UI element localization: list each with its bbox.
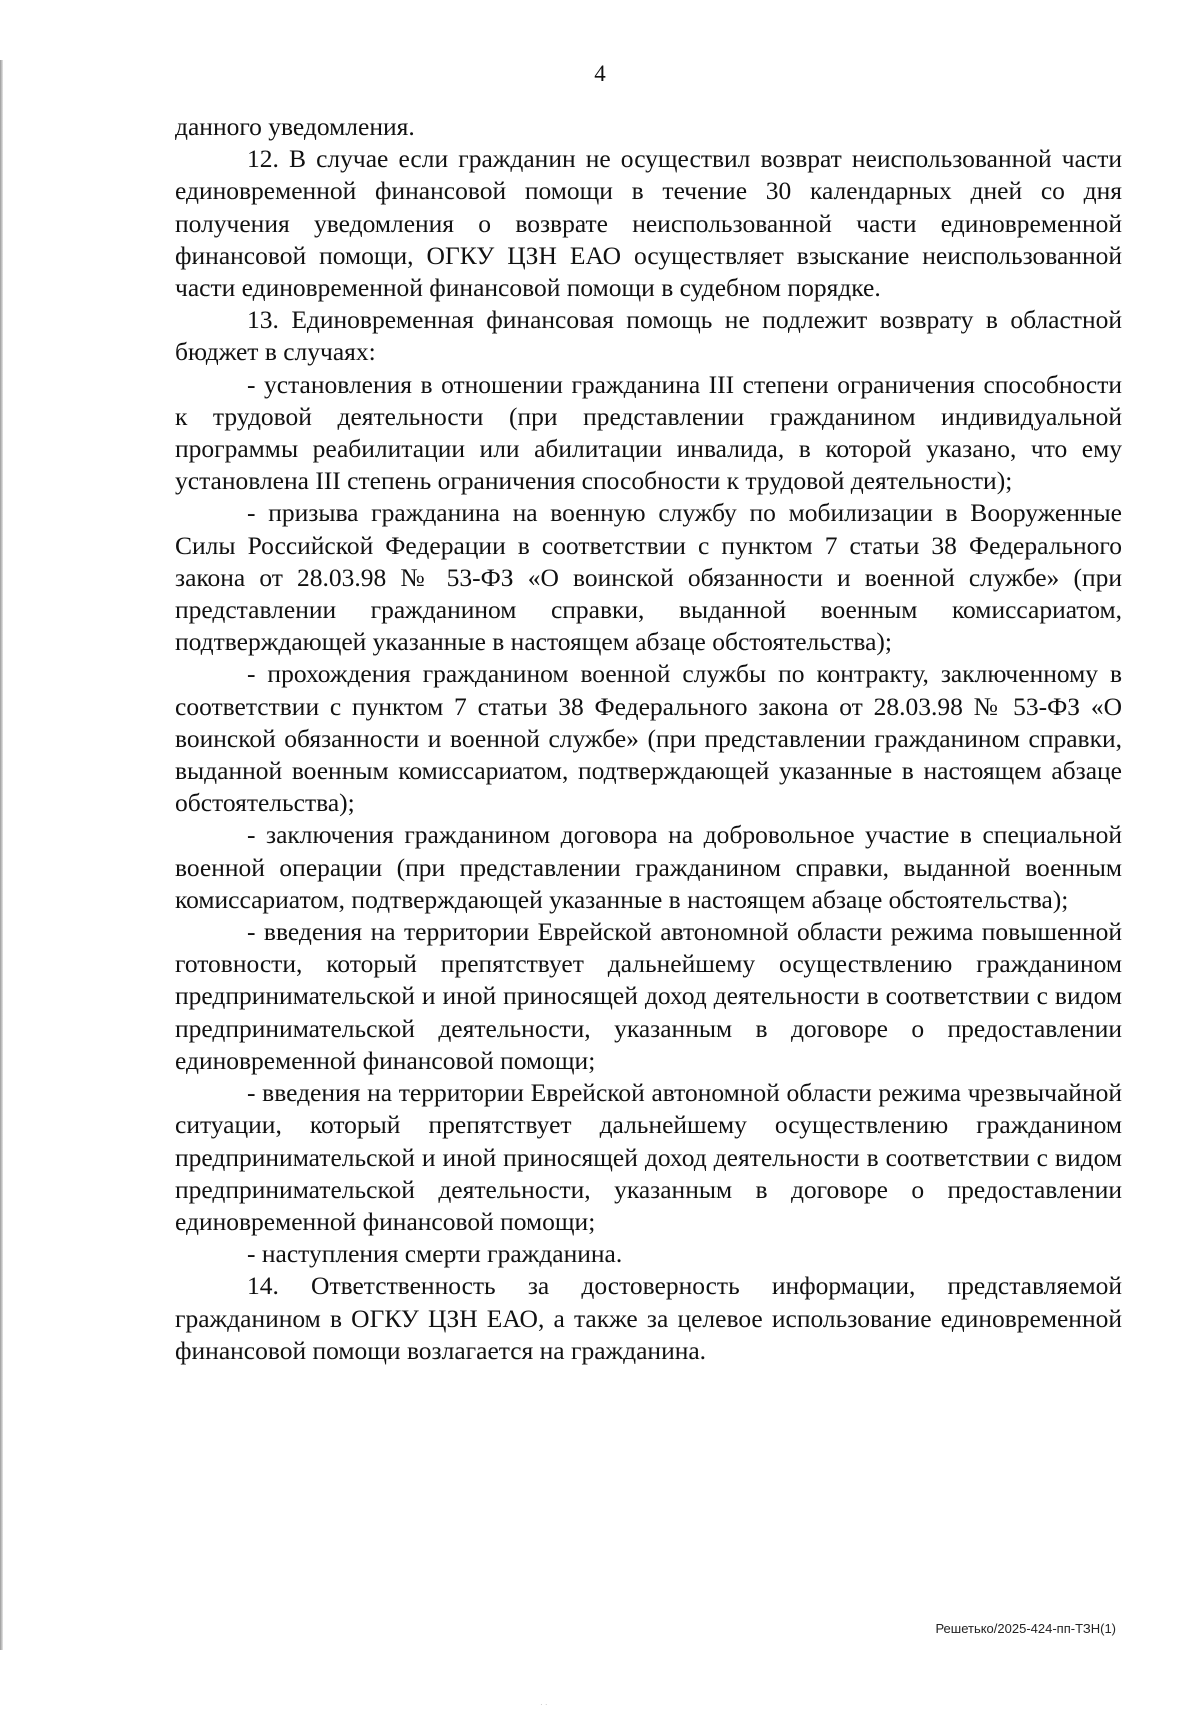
list-item-death: - наступления смерти гражданина. <box>247 1239 623 1269</box>
document-footer-code: Решетько/2025-424-пп-ТЗН(1) <box>935 1621 1116 1636</box>
document-body <box>175 111 1122 1367</box>
scan-edge-shadow <box>0 60 3 1650</box>
paragraph-14: 14. Ответственность за достоверность информации, представляемой гражданином в ОГКУ ЦЗН ЕАО, а также за целевое использование единовременной финансовой помощи возлагается на гражданина. <box>175 1271 1122 1365</box>
paragraph-12: 12. В случае если гражданин не осуществил возврат неиспользованной части единовременной финансовой помощи в течение 30 календарных дней со дня получения уведомления о возврате неиспользованной части единовременной финансовой помощи, ОГКУ ЦЗН ЕАО осуществляет взыскание неиспользованной части единовременной финансовой помощи в судебном порядке. <box>175 144 1122 303</box>
list-item-emergency-regime: - введения на территории Еврейской автономной области режима чрезвычайной ситуации, который препятствует дальнейшему осуществлению гражданином предпринимательской и иной приносящей доход деятельности в соответствии с видом предпринимательской деятельности, указанным в договоре о предоставлении единовременной финансовой помощи; <box>175 1078 1122 1236</box>
list-item-volunteer-contract: - заключения гражданином договора на добровольное участие в специальной военной операции (при представлении гражданином справки, выданной военным комиссариатом, подтверждающей указанные в настоящем абзаце обстоятельства); <box>175 820 1122 914</box>
paragraph-13: 13. Единовременная финансовая помощь не подлежит возврату в областной бюджет в случаях: <box>175 305 1122 367</box>
scan-artifact: · · <box>540 1700 548 1709</box>
list-item-mobilization: - призыва гражданина на военную службу по мобилизации в Вооруженные Силы Российской Федерации в соответствии с пунктом 7 статьи 38 Федерального закона от 28.03.98 № 53-ФЗ «О воинской обязанности и военной службе» (при представлении гражданином справки, выданной военным комиссариатом, подтверждающей указанные в настоящем абзаце обстоятельства); <box>175 498 1122 657</box>
list-item-contract-service: - прохождения гражданином военной службы по контракту, заключенному в соответствии с пунктом 7 статьи 38 Федерального закона от 28.03.98 № 53-ФЗ «О воинской обязанности и военной службе» (при представлении гражданином справки, выданной военным комиссариатом, подтверждающей указанные в настоящем абзаце обстоятельства); <box>175 659 1122 818</box>
page-number: 4 <box>594 61 606 86</box>
list-item-disability: - установления в отношении гражданина III степени ограничения способности к трудовой деятельности (при представлении гражданином индивидуальной программы реабилитации или абилитации инвалида, в которой указано, что ему установлена III степень ограничения способности к трудовой деятельности); <box>175 369 1122 496</box>
paragraph-continuation: данного уведомления. <box>175 112 415 141</box>
list-item-high-alert-regime: - введения на территории Еврейской автономной области режима повышенной готовности, который препятствует дальнейшему осуществлению гражданином предпринимательской и иной приносящей доход деятельности в соответствии с видом предпринимательской деятельности, указанным в договоре о предоставлении единовременной финансовой помощи; <box>175 917 1122 1075</box>
